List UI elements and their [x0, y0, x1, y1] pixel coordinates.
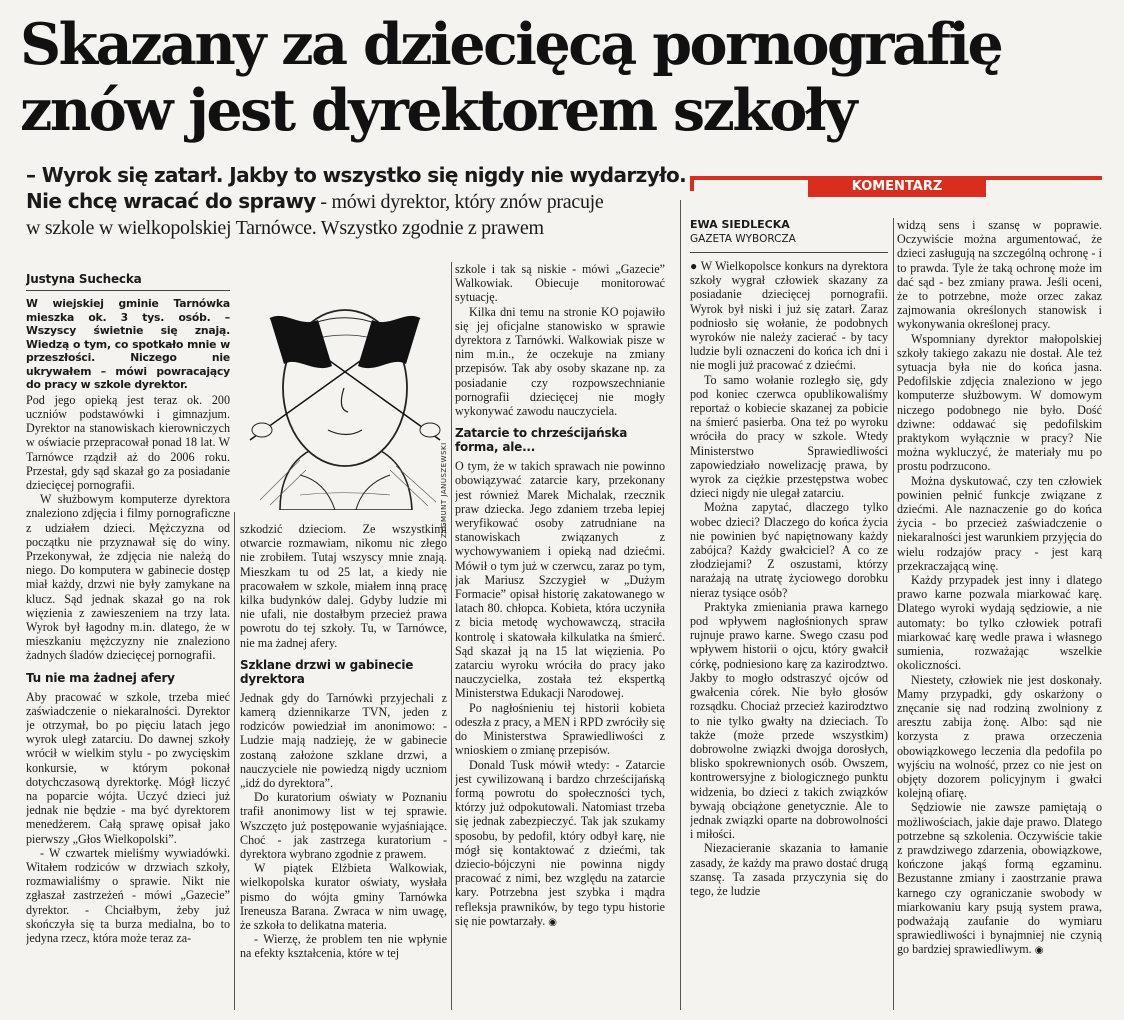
paragraph: Do kuratorium oświaty w Poznaniu trafił anonimowy list w tej sprawie. Wszczęto już postępowanie wyjaśniające. Choć - jak zastrzega kuratorium - dyrektora wybrano zgodnie z prawem.	[240, 790, 447, 862]
end-mark-icon: ◉	[548, 916, 557, 928]
column-rule	[680, 200, 681, 1010]
paragraph: Praktyka zmieniania prawa karnego pod wpływem nagłośnionych spraw rujnuje prawo karne. Swego czasu pod wpływem historii o ojcu, który gwałcił córkę, podniesiono karę za kazirodztwo. Jakby to mogło odstraszyć ojców od gwałcenia córek. Nie było głosów rozsądku. Chociaż przecież kazirodztwo to nie tylko gwałty na dzieciach. To także (może przede wszystkim) dobrowolne związki dwojga dorosłych, blisko spokrewnionych osób. Owszem, kontrowersyjne z biologicznego punktu widzenia, bo dzieci z takich związków bywają obciążone genetycznie. Ale to jednak związki oparte na dobrowolności i miłości.	[690, 599, 888, 842]
comment-author-org: GAZETA WYBORCZA	[690, 232, 888, 253]
paragraph: Pod jego opieką jest teraz ok. 200 uczniów podstawówki i gimnazjum. Dyrektor na stanowiskach kierowniczych w oświacie przepracował ponad 18 lat. W Tarnówce rządził aż do 2006 roku. Przestał, gdy sąd skazał go za posiadanie dziecięcej pornografii.	[26, 392, 230, 492]
paragraph: szkodzić dzieciom. Ze wszystkimi otwarcie rozmawiam, nikomu nic złego nie zrobiłem. Tutaj wszyscy mnie znają. Mieszkam tu od 25 lat, a kiedy nie pracowałem w szkole, miałem inną pracę kilka budynków dalej. Gdyby ludzie mi nie ufali, nie dostałbym przecież prawa powrotu do tej szkoły. Tu, w Tarnówce, nie ma żadnej afery.	[240, 522, 447, 650]
paragraph: - W czwartek mieliśmy wywiadówki. Witałem rodziców w drzwiach szkoły, rozmawialiśmy o sprawie. Nikt nie zgłaszał zastrzeżeń - mówi „Gazecie” dyrektor. - Chciałbym, żeby już skończyła się ta burza medialna, bo to jedyna rzecz, która może teraz za-	[26, 845, 230, 946]
paragraph: Można dyskutować, czy ten człowiek powinien pełnić funkcje związane z dziećmi. Ale naznaczenie go do końca życia - bo przecież zaświadczenie o niekaralności jest warunkiem przyjęcia do wielu rodzajów pracy - jest karą przekraczającą winę.	[897, 473, 1102, 573]
paragraph-text: Donald Tusk mówił wtedy: - Zatarcie jest cywilizowaną i bardzo chrześcijańską formą powrotu do społeczności tych, którzy już odpokutowali. Natomiast trzeba się jednak zabezpieczyć. Tak jak szukamy sposobu, by pedofil, który odbył karę, nie mógł się kontaktować z dziećmi, tak dziecio-bójczyni nie powinna nigdy pracować z nimi, bez względu na zatarcie kary. Potrzebna jest szybka i mądra refleksja prawników, by tego typu historie się nie powtarzały.	[455, 757, 665, 928]
headline-line-2: znów jest dyrektorem szkoły	[20, 77, 855, 144]
column-rule	[893, 218, 894, 1010]
paragraph: Wspomniany dyrektor małopolskiej szkoły takiego zakazu nie dostał. Ale też sytuacja była nie do końca jasna. Pedofilskie zdjęcia znaleziono w jego komputerze służbowym. W domowym niczego podobnego nie było. Dość dziwne: oddawać się pedofilskim praktykom wyłącznie w pracy? Nie można wykluczyć, że materiały mu po prostu podrzucono.	[897, 331, 1102, 474]
paragraph: Niestety, człowiek nie jest doskonały. Mamy przypadki, gdy oskarżony o znęcanie się nad rodziną zwolniony z aresztu zabija żonę. Albo: sąd nie korzysta z prawa orzeczenia obowiązkowego leczenia dla pedofila po wyjściu na wolność, przez co nie jest on objęty dozorem policyjnym i gwałci kolejną ofiarę.	[897, 672, 1102, 801]
paragraph: Jednak gdy do Tarnówki przyjechali z kamerą dziennikarze TVN, jeden z rodziców powiedział im anonimowo: - Ludzie mają nadzieję, że w gabinecie zostaną założone szklane drzwi, a nauczyciele nie powiedzą nigdy uczniom „idź do dyrektora”.	[240, 690, 447, 791]
paragraph: W służbowym komputerze dyrektora znaleziono zdjęcia i filmy pornograficzne z udziałem dzieci. Mężczyzna od początku nie przyznawał się do winy. Przekonywał, że zdjęcia nie należą do niego. Do komputera w gabinecie dostęp miał każdy, drzwi nie były zamykane na klucz. Sąd jednak skazał go na rok więzienia z zawieszeniem na trzy lata. Wyrok był łagodny m.in. dlatego, że w mieszkaniu mężczyzny nie znaleziono żadnych śladów dziecięcej pornografii.	[26, 492, 230, 663]
article-column-2	[240, 522, 447, 1010]
illustration-credit: ZYGMUNT JANUSZEWSKI	[440, 442, 448, 538]
comment-column-1	[690, 218, 888, 1010]
paragraph: widzą sens i szansę w poprawie. Oczywiście można argumentować, że dzieci zasługują na szczególną ochronę - i to prawda. Tyle że taką ochronę może im dać sąd - bez zmiany prawa. Jeśli oceni, że to potrzebne, może orzec zakaz zajmowania określonych stanowisk i wykonywania określonej pracy.	[897, 218, 1102, 332]
paragraph: - Wierzę, że problem ten nie wpłynie na efekty kształcenia, które w tej	[240, 932, 447, 961]
article-column-1	[26, 272, 230, 1010]
paragraph: Po nagłośnieniu tej historii kobieta odeszła z pracy, a MEN i RPD zwróciły się do Ministerstwa Sprawiedliwości z wnioskiem o zmianę przepisów.	[455, 700, 665, 758]
subheading: Zatarcie to chrześcijańska forma, ale...	[455, 426, 628, 455]
lead-bold-quote: Nie chcę wracać do sprawy	[26, 189, 316, 213]
paragraph: Kilka dni temu na stronie KO pojawiło się jej oficjalne stanowisko w sprawie dyrektora z Tarnówki. Walkowiak pisze w nim m.in., że oczekuje na zmiany przepisów. Tak aby osoby skazane np. za posiadanie czy rozpowszechnianie pornografii dziecięcej nie mogły wykonywać zawodu nauczyciela.	[455, 304, 665, 419]
lead	[26, 162, 687, 241]
paragraph: Niezacieranie skazania to łamanie zasady, że każdy ma prawo dostać drugą szansę. Ta zasada przyczynia się do tego, że ludzie	[690, 841, 888, 898]
comment-label: KOMENTARZ	[808, 177, 986, 197]
subheading: Tu nie ma żadnej afery	[26, 670, 175, 685]
lead-line-2	[26, 188, 680, 215]
headline	[20, 12, 1040, 144]
lead-line-2-rest: - mówi dyrektor, który znów pracuje	[315, 191, 604, 213]
article-intro: W wiejskiej gminie Tarnówka mieszka ok. 3 tys. osób. – Wszyscy świetnie się znają. Wiedzą o tym, co spotkało mnie w przeszłości. Niczego nie ukrywałem – mówi powracający do pracy w szkole dyrektor.	[26, 297, 230, 392]
comment-column-2	[897, 218, 1102, 1010]
subheading: Szklane drzwi w gabinecie dyrektora	[240, 657, 414, 686]
paragraph: Można zapytać, dlaczego tylko wobec dzieci? Dlaczego do końca życia nie powinien być napiętnowany każdy zabójca? Każdy gwałciciel? A co ze złodziejami? Z oszustami, którzy narażają na utratę życiowego dorobku nieraz tysiące osób?	[690, 500, 888, 600]
paragraph	[897, 800, 1102, 958]
comment-accent-tick	[690, 176, 694, 191]
column-rule	[234, 512, 235, 1010]
lead-line-1: – Wyrok się zatarł. Jakby to wszystko się nigdy nie wydarzyło.	[26, 163, 687, 187]
paragraph: To samo wołanie rozległo się, gdy pod koniec czerwca opublikowaliśmy reportaż o kobiecie skazanej za pobicie na śmierć pasierba. Ona też po wyroku wróciła do pracy w szkole. Wtedy Ministerstwo Sprawiedliwości zapowiedziało nowelizację prawa, by wyrok za ciężkie przestępstwa wobec dzieci nigdy nie ulegał zatarciu.	[690, 372, 888, 501]
caricature-drawing	[240, 270, 450, 510]
comment-author: EWA SIEDLECKA	[690, 218, 790, 231]
paragraph: W piątek Elżbieta Walkowiak, wielkopolska kurator oświaty, wysłała pismo do wójta gminy Tarnówka Ireneusza Barana. Zwraca w nim uwagę, że szkoła to delikatna materia.	[240, 861, 447, 933]
paragraph: O tym, że w takich sprawach nie powinno obowiązywać zatarcie kary, przekonany jest również Marek Michalak, rzecznik praw dziecka. Jego zdaniem trzeba lepiej weryfikować osoby zatrudniane na stanowiskach związanych z wychowywaniem i opieką nad dziećmi. Mówił o tym już w czerwcu, zaraz po tym, jak Mariusz Szczygieł w „Dużym Formacie” opisał historię zakatowanego w latach 80. chłopca. Kobieta, która uczyniła z bicia metodę wychowawczą, straciła kontrolę i skatowała kilkulatka na śmierć. Sąd skazał ją na 15 lat więzienia. Po zatarciu wyroku wróciła do pracy jako nauczycielka, została też ekspertką Ministerstwa Edukacji Narodowej.	[455, 459, 665, 701]
end-mark-icon: ◉	[1034, 945, 1044, 957]
byline: Justyna Suchecka	[26, 272, 230, 291]
paragraph: Aby pracować w szkole, trzeba mieć zaświadczenie o niekaralności. Dyrektor je otrzymał, bo po pięciu latach jego wyrok uległ zatarciu. Do dawnej szkoły wrócił w wielkim stylu - po zwycięskim konkursie, w którym pokonał dotychczasową dyrektorkę. Mógł liczyć na poparcie wójta. Uczyć dzieci już jednak nie będzie - ma być dyrektorem menedżerem. Całą sprawę opisał jako pierwszy „Głos Wielkopolski”.	[26, 689, 230, 846]
paragraph	[455, 758, 665, 930]
caricature-illustration	[240, 270, 450, 510]
headline-line-1: Skazany za dziecięcą pornografię	[20, 11, 1002, 78]
article-column-3	[455, 262, 665, 1010]
lead-line-3: w szkole w wielkopolskiej Tarnówce. Wszystko zgodnie z prawem	[26, 217, 544, 239]
paragraph: szkole i tak są niskie - mówi „Gazecie” Walkowiak. Obiecuje monitorować sytuację.	[455, 262, 665, 305]
paragraph-text: Sędziowie nie zawsze pamiętają o możliwościach, jakie daje prawo. Dlatego potrzebne są szkolenia. Oczywiście takie z prawdziwego zdarzenia, obowiązkowe, kończone jakąś formą egzaminu. Bezustanne zmiany i zaostrzanie prawa karnego czy ograniczanie swobody w miarkowaniu kary psują system prawa, podważają zaufanie do wymiaru sprawiedliwości i bynajmniej nie czynią go bardziej sprawiedliwym.	[897, 800, 1102, 957]
paragraph: ● W Wielkopolsce konkurs na dyrektora szkoły wygrał człowiek skazany za posiadanie dziecięcej pornografii. Wyrok był niski i już się zatarł. Zaraz podniosło się wołanie, że podobnych wyroków nie należy zacierać - by tacy ludzie byli oznaczeni do końca ich dni i nie mogli już pracować z dziećmi.	[690, 259, 888, 373]
paragraph: Każdy przypadek jest inny i dlatego prawo karne pozwala miarkować karę. Dlatego wyroki wydają sędziowie, a nie automaty: bo tylko człowiek potrafi miarkować karę wedle prawa i własnego sumienia, rozważając wszelkie okoliczności.	[897, 573, 1102, 673]
